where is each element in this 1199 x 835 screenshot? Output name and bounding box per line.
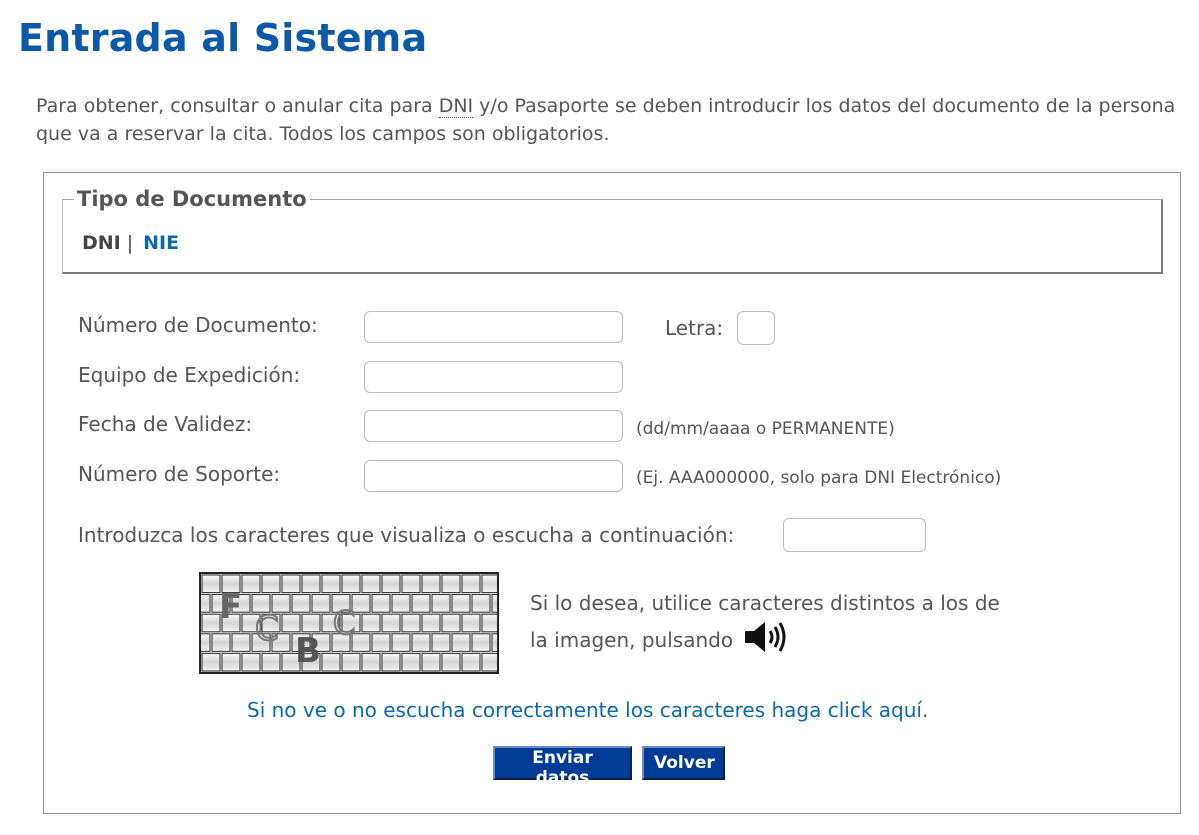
captcha-help-link[interactable]: Si no ve o no escucha correctamente los caracteres haga click aquí (247, 698, 922, 722)
back-button[interactable]: Volver (642, 746, 725, 780)
letra-input[interactable] (737, 311, 775, 345)
numero-documento-label: Número de Documento: (78, 313, 318, 337)
document-type-selector (82, 232, 179, 254)
numero-soporte-input[interactable] (364, 460, 623, 492)
numero-soporte-hint: (Ej. AAA000000, solo para DNI Electrónico) (636, 468, 1002, 488)
tab-separator: | (126, 232, 134, 254)
numero-soporte-label: Número de Soporte: (78, 462, 281, 486)
captcha-char-3: B (295, 631, 321, 671)
equipo-expedicion-input[interactable] (364, 361, 623, 393)
letra-label: Letra: (665, 316, 724, 340)
captcha-input[interactable] (783, 518, 926, 552)
fecha-validez-input[interactable] (364, 410, 623, 442)
captcha-char-4: C (333, 604, 356, 642)
tab-dni[interactable]: DNI (82, 232, 121, 254)
captcha-help (247, 698, 928, 722)
dni-abbreviation: DNI (438, 95, 474, 117)
intro-text-end: y/o Pasaporte se deben introducir los datos del documento de la persona que va a reservar la cita. Todos los campos son obligatorios. (36, 95, 1176, 145)
equipo-expedicion-label: Equipo de Expedición: (78, 363, 301, 387)
captcha-label: Introduzca los caracteres que visualiza o escucha a continuación: (78, 523, 735, 547)
page-title: Entrada al Sistema (18, 16, 428, 60)
captcha-image (199, 572, 499, 674)
document-type-legend: Tipo de Documento (74, 187, 310, 211)
tab-nie[interactable]: NIE (143, 232, 180, 254)
captcha-char-1: F (219, 587, 243, 627)
captcha-help-period: . (921, 698, 929, 722)
submit-button[interactable]: Enviar datos (493, 746, 632, 780)
intro-text-start: Para obtener, consultar o anular cita para (36, 95, 439, 117)
audio-captcha-text (530, 588, 1010, 664)
fecha-validez-hint: (dd/mm/aaaa o PERMANENTE) (636, 419, 895, 439)
numero-documento-input[interactable] (364, 311, 623, 343)
speaker-icon[interactable] (743, 619, 789, 664)
intro-text (36, 92, 1186, 148)
captcha-char-2: C (255, 609, 279, 649)
captcha-graphic (201, 574, 497, 672)
fecha-validez-label: Fecha de Validez: (78, 412, 253, 436)
audio-captcha-label: Si lo desea, utilice caracteres distintos a los de la imagen, pulsando (530, 591, 1000, 652)
